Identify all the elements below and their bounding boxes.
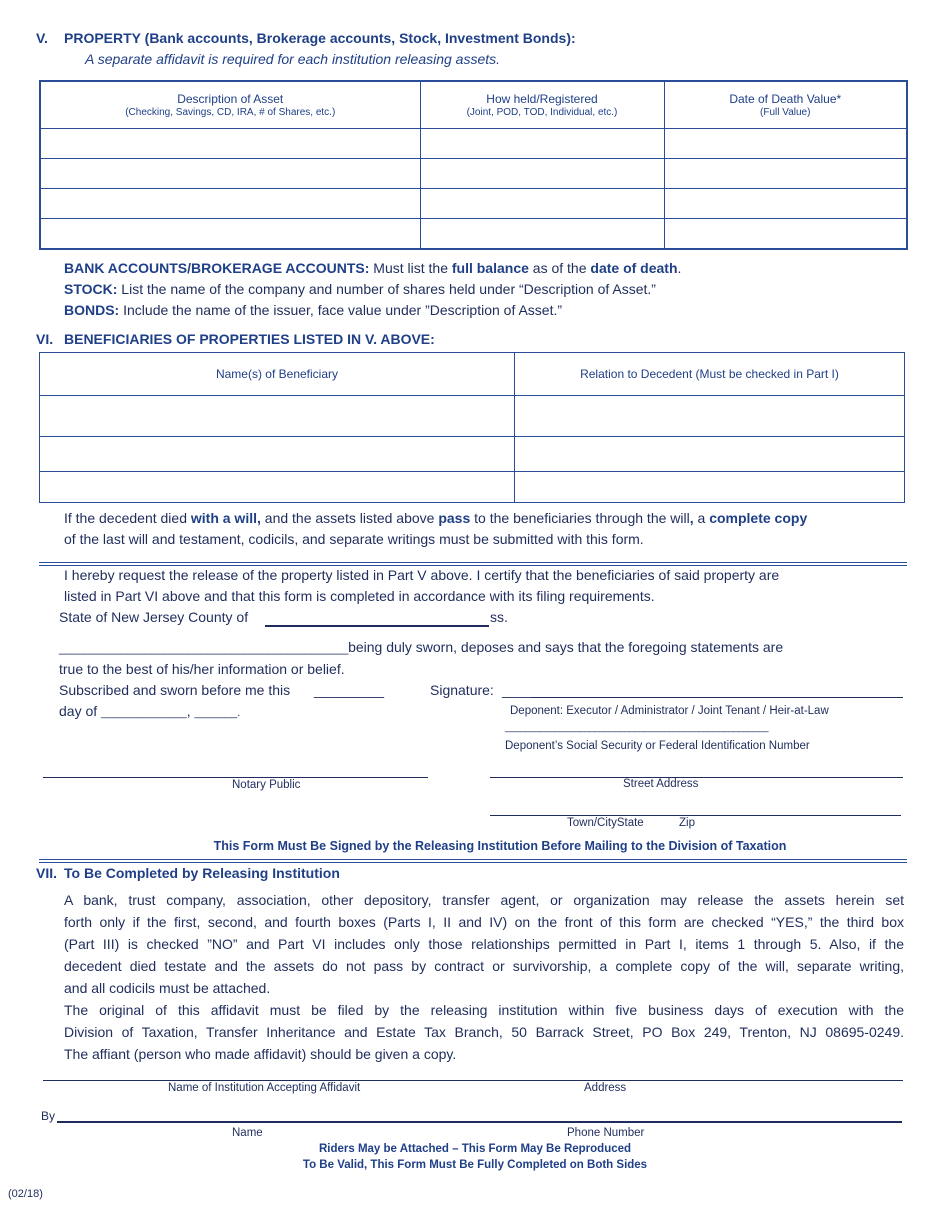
note-bold: STOCK:	[64, 281, 118, 297]
riders-note: Riders May be Attached – This Form May Be Reproduced	[318, 1143, 632, 1155]
deponent-name-field[interactable]: _______________________________________________	[59, 642, 349, 655]
month-field[interactable]: ______________	[101, 707, 187, 719]
asset-description-cell[interactable]	[40, 189, 420, 219]
header-text: Date of Death Value*	[729, 92, 842, 106]
property-table-header	[40, 81, 907, 129]
note-text: a	[693, 510, 710, 526]
sworn-line	[59, 639, 783, 655]
paragraph-line: (Part III) is checked ”NO” and Part VI includes only those relationships permitted in Part I, items 1 through 5. Also, if the	[64, 936, 904, 952]
property-table	[39, 80, 908, 250]
header-subtext: (Checking, Savings, CD, IRA, # of Shares, etc.)	[125, 107, 336, 118]
divider	[39, 859, 907, 863]
paragraph-line: decedent died testate and the assets do not pass by contract or survivorship, a complete copy of the will, separate writing,	[64, 958, 904, 974]
subscribed-day-field[interactable]: _________	[314, 682, 385, 698]
paragraph-line: A bank, trust company, association, other depository, transfer agent, or organization may release the assets herein set	[64, 892, 904, 908]
ssn-label: Deponent’s Social Security or Federal Identification Number	[505, 740, 810, 752]
sworn-text: being duly sworn, deposes and says that the foregoing statements are	[348, 639, 784, 655]
will-note-line1	[64, 510, 807, 526]
table-row	[40, 219, 907, 250]
must-be-signed-note: This Form Must Be Signed by the Releasing Institution Before Mailing to the Division of Taxation	[213, 839, 787, 853]
town-zip-field[interactable]	[490, 815, 901, 816]
day-of-label: day of	[59, 703, 98, 719]
paragraph-line: and all codicils must be attached.	[64, 980, 271, 996]
institution-address-field[interactable]	[43, 1080, 903, 1081]
table-row	[40, 189, 907, 219]
deponent-label: Deponent: Executor / Administrator / Joint Tenant / Heir-at-Law	[510, 705, 829, 717]
how-held-cell[interactable]	[420, 129, 664, 159]
section-vi-title: BENEFICIARIES OF PROPERTIES LISTED IN V. ABOVE:	[64, 331, 435, 347]
header-how-held	[420, 81, 664, 129]
how-held-cell[interactable]	[420, 189, 664, 219]
section-vi-label: VI.	[36, 331, 54, 347]
section-v-label: V.	[36, 30, 48, 46]
header-subtext: (Joint, POD, TOD, Individual, etc.)	[466, 107, 618, 118]
will-note-line2: of the last will and testament, codicils, and separate writings must be submitted with this form.	[64, 531, 644, 547]
divider	[39, 562, 907, 566]
comma: ,	[186, 703, 191, 719]
header-text: Description of Asset	[177, 92, 284, 106]
notary-field[interactable]	[43, 777, 428, 778]
beneficiary-name-cell[interactable]	[40, 396, 515, 437]
relation-cell[interactable]	[515, 472, 905, 503]
section-v-title: PROPERTY (Bank accounts, Brokerage accounts, Stock, Investment Bonds):	[64, 30, 576, 46]
note-text: List the name of the company and number of shares held under “Description of Asset.”	[117, 281, 656, 297]
bonds-note	[64, 302, 562, 318]
table-row	[40, 159, 907, 189]
day-of-line	[59, 703, 240, 719]
year-field[interactable]: _______.	[194, 707, 241, 719]
section-vii-title: To Be Completed by Releasing Institution	[64, 865, 340, 881]
stock-note	[64, 281, 656, 297]
state-county-label: State of New Jersey County of	[59, 609, 249, 625]
death-value-cell[interactable]	[664, 219, 907, 250]
note-bold: ,	[689, 510, 694, 526]
bank-accounts-note	[64, 260, 681, 276]
county-field[interactable]	[265, 625, 489, 627]
note-text: Include the name of the issuer, face value under ”Description of Asset.”	[119, 302, 563, 318]
form-revision-date: (02/18)	[8, 1188, 43, 1200]
death-value-cell[interactable]	[664, 129, 907, 159]
note-bold: BONDS:	[64, 302, 120, 318]
signature-field[interactable]	[531, 697, 903, 698]
relation-cell[interactable]	[515, 396, 905, 437]
header-date-of-death-value	[664, 81, 907, 129]
note-bold: pass	[438, 510, 471, 526]
paragraph-line: Division of Taxation, Transfer Inheritance and Estate Tax Branch, 50 Barrack Street, PO Box 249, Trenton, NJ 08695-0249.	[64, 1024, 904, 1040]
beneficiaries-table-header	[40, 353, 905, 396]
header-relation-to-decedent: Relation to Decedent (Must be checked in Part I)	[515, 353, 905, 396]
header-description-of-asset	[40, 81, 420, 129]
signature-blank: _____	[502, 682, 541, 698]
note-bold: BANK ACCOUNTS/BROKERAGE ACCOUNTS:	[64, 260, 370, 276]
table-row	[40, 472, 905, 503]
town-label: Town/CityState	[567, 817, 644, 829]
how-held-cell[interactable]	[420, 159, 664, 189]
note-text: as of the	[528, 260, 591, 276]
by-label: By	[41, 1109, 56, 1123]
note-bold: complete copy	[709, 510, 808, 526]
note-text: .	[677, 260, 682, 276]
header-beneficiary-name: Name(s) of Beneficiary	[40, 353, 515, 396]
certify-line1: I hereby request the release of the property listed in Part V above. I certify that the beneficiaries of said property are	[64, 567, 780, 583]
note-text: If the decedent died	[64, 510, 191, 526]
death-value-cell[interactable]	[664, 159, 907, 189]
note-text: to the beneficiaries through the will	[470, 510, 690, 526]
section-vii-label: VII.	[36, 865, 58, 881]
table-row	[40, 437, 905, 472]
subscribed-label: Subscribed and sworn before me this	[59, 682, 291, 698]
note-bold: with a will,	[190, 510, 261, 526]
zip-label: Zip	[679, 817, 695, 829]
note-bold: date of death	[590, 260, 678, 276]
name-phone-field[interactable]	[57, 1121, 902, 1123]
relation-cell[interactable]	[515, 437, 905, 472]
beneficiary-name-cell[interactable]	[40, 437, 515, 472]
street-address-label: Street Address	[623, 778, 699, 790]
note-bold: full balance	[451, 260, 529, 276]
phone-label: Phone Number	[567, 1127, 645, 1139]
table-row	[40, 396, 905, 437]
notary-label: Notary Public	[232, 779, 301, 791]
certify-line2: listed in Part VI above and that this form is completed in accordance with its filing requirements.	[64, 588, 655, 604]
death-value-cell[interactable]	[664, 189, 907, 219]
true-belief-line: true to the best of his/her information or belief.	[59, 661, 345, 677]
header-subtext: (Full Value)	[760, 107, 811, 118]
table-row	[40, 129, 907, 159]
valid-note: To Be Valid, This Form Must Be Fully Completed on Both Sides	[302, 1159, 648, 1171]
header-text: How held/Registered	[486, 92, 598, 106]
asset-description-cell[interactable]	[40, 219, 420, 250]
ssn-field[interactable]: _____________________________________________________	[505, 722, 768, 733]
signature-label: Signature:	[430, 682, 494, 698]
address-label: Address	[584, 1082, 627, 1094]
how-held-cell[interactable]	[420, 219, 664, 250]
asset-description-cell[interactable]	[40, 159, 420, 189]
section-v-subtitle: A separate affidavit is required for each institution releasing assets.	[85, 51, 501, 67]
paragraph-line: forth only if the first, second, and fourth boxes (Parts I, II and IV) on the front of this form are checked “YES,” the third box	[64, 914, 904, 930]
note-text: Must list the	[369, 260, 452, 276]
beneficiaries-table	[39, 352, 905, 503]
beneficiary-name-cell[interactable]	[40, 472, 515, 503]
paragraph-line: The affiant (person who made affidavit) should be given a copy.	[64, 1046, 457, 1062]
name-label: Name	[232, 1127, 263, 1139]
release-paragraph-1	[64, 889, 904, 1065]
institution-name-label: Name of Institution Accepting Affidavit	[168, 1082, 361, 1094]
asset-description-cell[interactable]	[40, 129, 420, 159]
note-text: and the assets listed above	[260, 510, 439, 526]
paragraph-line: The original of this affidavit must be filed by the releasing institution within five business days of execution with the	[64, 1002, 904, 1018]
ss-label: ss.	[490, 609, 508, 625]
